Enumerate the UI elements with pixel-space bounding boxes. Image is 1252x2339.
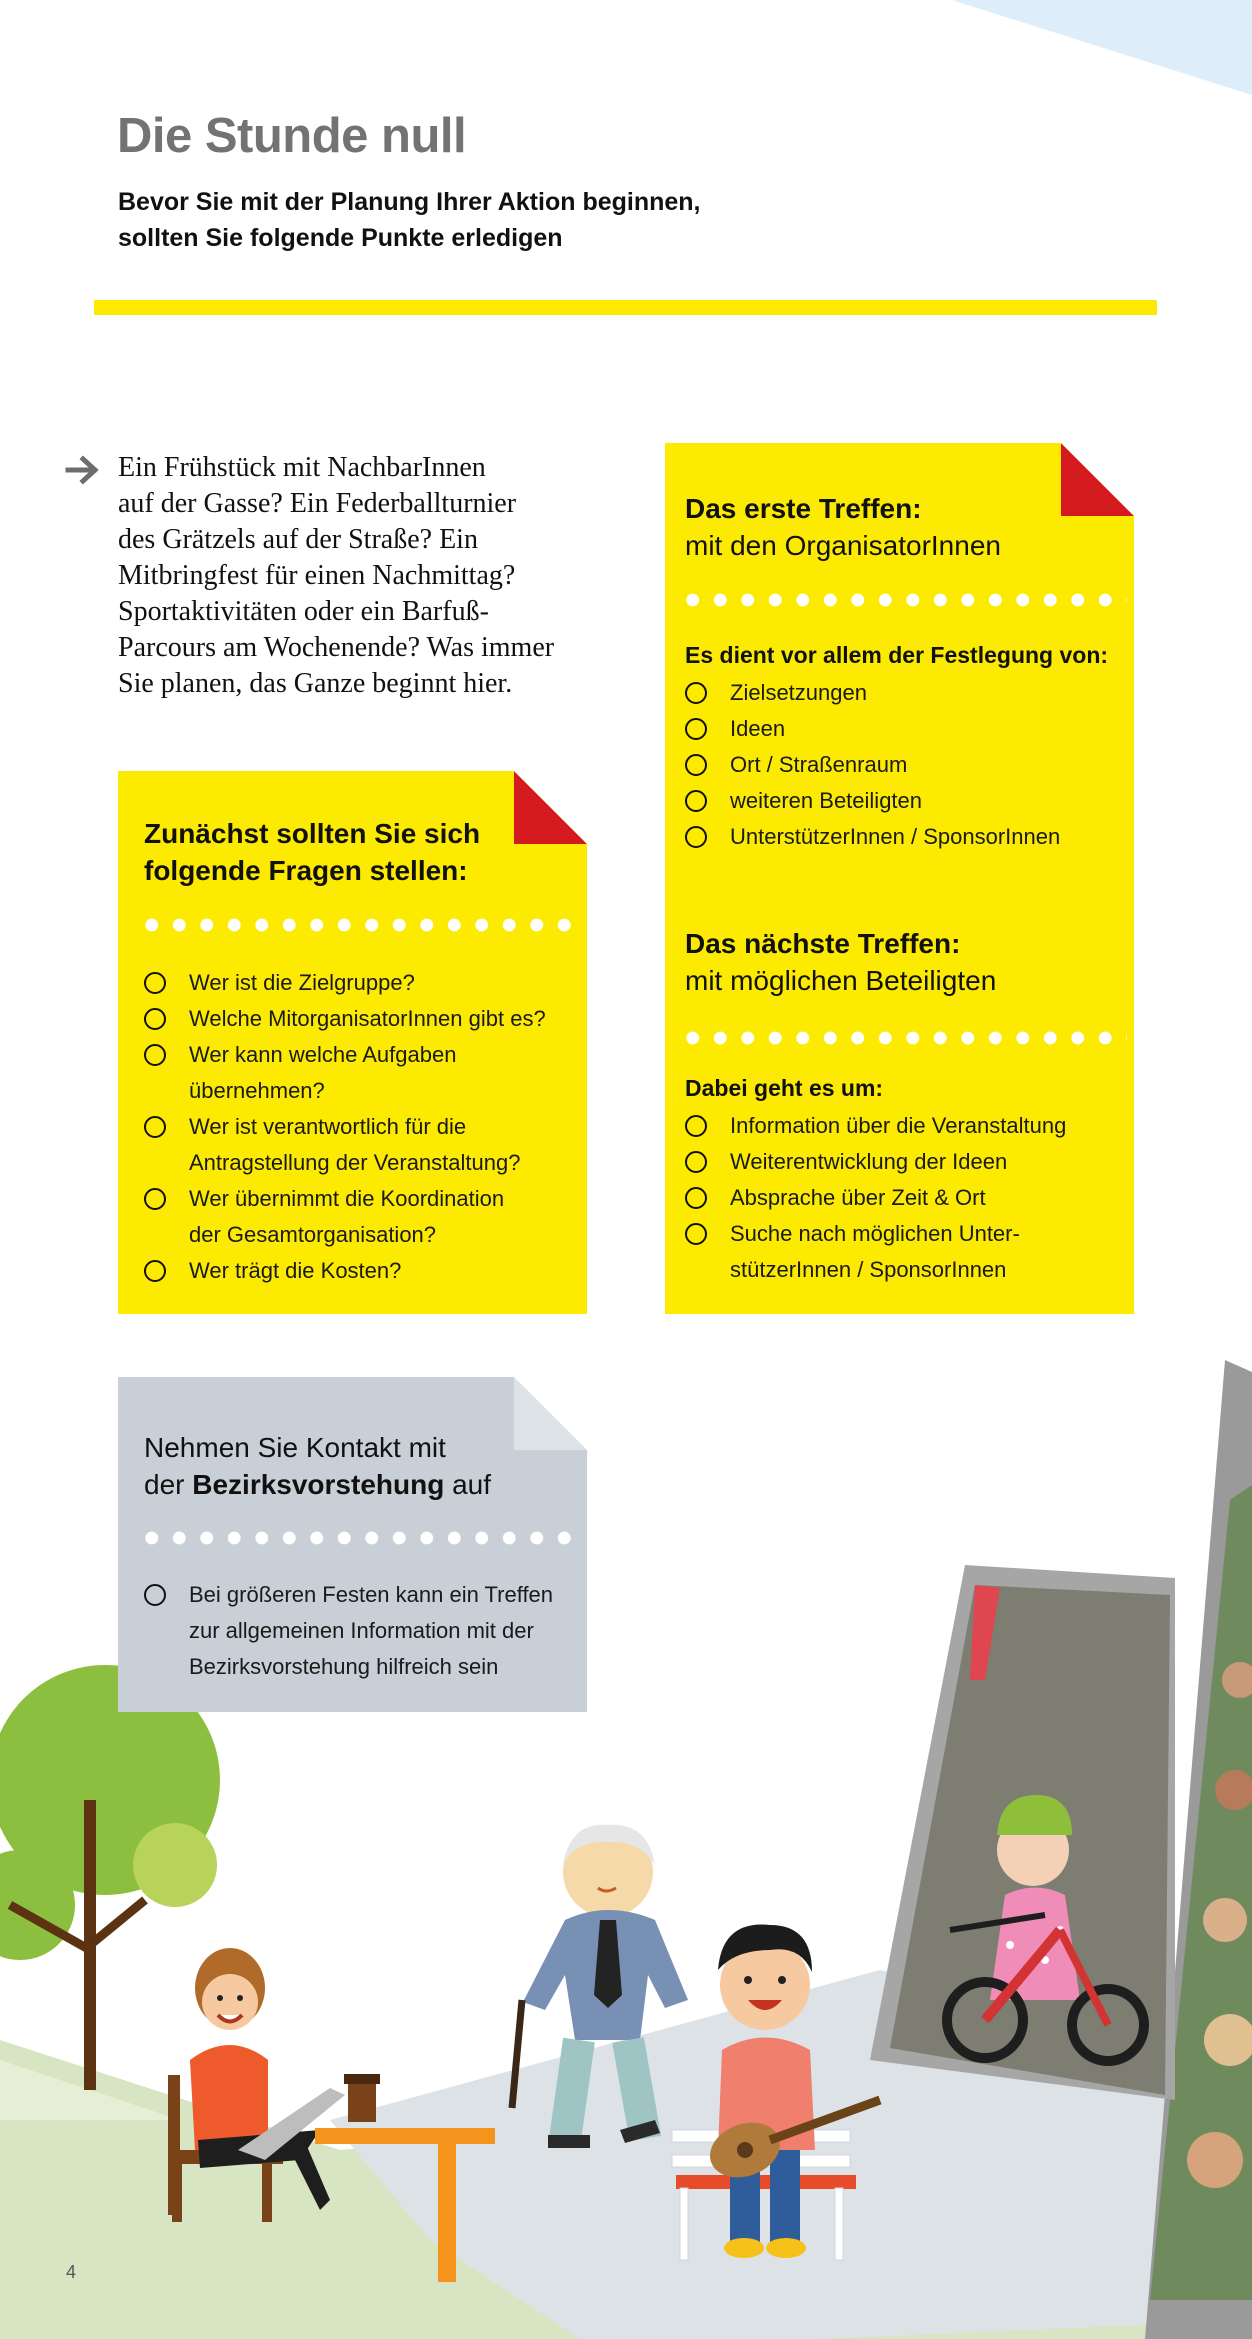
questions-card <box>118 771 587 1314</box>
page-fold-icon <box>1061 443 1134 516</box>
list-item <box>144 965 574 1001</box>
list-item <box>144 1001 574 1037</box>
item-text: stützerInnen / SponsorInnen <box>730 1257 1007 1282</box>
radio-circle-icon <box>685 790 707 812</box>
contact-card <box>118 1377 587 1712</box>
radio-circle-icon <box>144 1260 166 1282</box>
first-meeting-subtitle: mit den OrganisatorInnen <box>685 530 1001 561</box>
intro-line: auf der Gasse? Ein Federballturnier <box>118 488 517 519</box>
second-meeting-list <box>685 1108 1125 1288</box>
second-meeting-list-heading: Dabei geht es um: <box>685 1075 884 1101</box>
yellow-divider <box>94 300 1157 315</box>
intro-line: Ein Frühstück mit NachbarInnen <box>118 452 486 483</box>
list-item <box>685 1180 1125 1216</box>
item-text: Zielsetzungen <box>730 680 867 705</box>
intro-line: Mitbringfest für einen Nachmittag? <box>118 560 516 591</box>
questions-heading <box>144 815 480 889</box>
item-text: Wer kann welche Aufgaben <box>189 1042 457 1067</box>
list-item <box>685 1216 1125 1288</box>
radio-circle-icon <box>685 1187 707 1209</box>
contact-heading-line: Nehmen Sie Kontakt mit <box>144 1432 446 1463</box>
list-item <box>144 1037 574 1109</box>
list-item <box>144 1181 574 1253</box>
list-item <box>685 1108 1125 1144</box>
list-item <box>685 819 1125 855</box>
item-text: weiteren Beteiligten <box>730 788 923 813</box>
radio-circle-icon <box>685 1115 707 1137</box>
radio-circle-icon <box>144 1116 166 1138</box>
list-item <box>685 1144 1125 1180</box>
list-item <box>144 1109 574 1181</box>
second-meeting-subtitle: mit möglichen Beteiligten <box>685 965 997 996</box>
list-item <box>685 711 1125 747</box>
dotted-divider <box>679 593 1127 607</box>
item-text: übernehmen? <box>189 1078 325 1103</box>
arrow-right-icon <box>64 450 104 490</box>
first-meeting-list <box>685 675 1125 855</box>
contact-heading <box>144 1429 491 1503</box>
radio-circle-icon <box>685 682 707 704</box>
tree <box>0 1665 220 2090</box>
intro-line: Parcours am Wochenende? Was immer <box>118 632 555 663</box>
item-text: Welche MitorganisatorInnen gibt es? <box>189 1006 546 1031</box>
item-text: Bezirksvorstehung hilfreich sein <box>189 1654 499 1679</box>
item-text: Wer übernimmt die Koordination <box>189 1186 505 1211</box>
page-fold-icon <box>514 771 587 844</box>
list-item <box>685 783 1125 819</box>
radio-circle-icon <box>685 826 707 848</box>
item-text: Ideen <box>730 716 786 741</box>
intro-line: des Grätzels auf der Straße? Ein <box>118 524 478 555</box>
item-text: zur allgemeinen Information mit der <box>189 1618 534 1643</box>
item-text: Antragstellung der Veranstaltung? <box>189 1150 521 1175</box>
radio-circle-icon <box>685 1223 707 1245</box>
item-text: Wer trägt die Kosten? <box>189 1258 402 1283</box>
dotted-divider <box>679 1031 1127 1045</box>
subtitle-line: sollten Sie folgende Punkte erledigen <box>118 224 563 252</box>
page-fold-icon <box>514 1377 587 1450</box>
radio-circle-icon <box>685 1151 707 1173</box>
sky-corner <box>952 0 1252 95</box>
radio-circle-icon <box>144 1008 166 1030</box>
page-number: 4 <box>66 2262 77 2282</box>
item-text: Suche nach möglichen Unter- <box>730 1221 1020 1246</box>
contact-heading-pre: der <box>144 1469 193 1500</box>
radio-circle-icon <box>685 718 707 740</box>
meetings-card <box>665 443 1134 1314</box>
list-item <box>685 675 1125 711</box>
questions-heading-line: folgende Fragen stellen: <box>144 855 468 886</box>
page-title: Die Stunde null <box>117 109 467 163</box>
page-subtitle <box>118 184 838 256</box>
item-text: der Gesamtorganisation? <box>189 1222 437 1247</box>
item-text: Wer ist die Zielgruppe? <box>189 970 415 995</box>
item-text: Bei größeren Festen kann ein Treffen <box>189 1582 554 1607</box>
radio-circle-icon <box>144 1044 166 1066</box>
item-text: Wer ist verantwortlich für die <box>189 1114 467 1139</box>
list-item <box>144 1577 574 1685</box>
questions-heading-line: Zunächst sollten Sie sich <box>144 818 481 849</box>
contact-heading-line <box>144 1466 491 1503</box>
first-meeting-title: Das erste Treffen: <box>685 493 922 524</box>
subtitle-line: Bevor Sie mit der Planung Ihrer Aktion beginnen, <box>118 188 701 216</box>
item-text: UnterstützerInnen / SponsorInnen <box>730 824 1061 849</box>
intro-paragraph <box>118 450 618 702</box>
radio-circle-icon <box>144 1584 166 1606</box>
radio-circle-icon <box>685 754 707 776</box>
second-meeting-title: Das nächste Treffen: <box>685 928 961 959</box>
intro-line: Sportaktivitäten oder ein Barfuß- <box>118 596 489 627</box>
item-text: Weiterentwicklung der Ideen <box>730 1149 1008 1174</box>
contact-heading-bold: Bezirksvorstehung <box>192 1469 445 1500</box>
item-text: Ort / Straßenraum <box>730 752 908 777</box>
item-text: Information über die Veranstaltung <box>730 1113 1067 1138</box>
list-item <box>144 1253 574 1289</box>
list-item <box>685 747 1125 783</box>
first-meeting-heading <box>685 490 1001 564</box>
dotted-divider <box>138 1531 580 1545</box>
contact-heading-post: auf <box>444 1469 492 1500</box>
intro-line: Sie planen, das Ganze beginnt hier. <box>118 668 513 699</box>
second-meeting-heading <box>685 925 996 999</box>
radio-circle-icon <box>144 1188 166 1210</box>
photo-panel-child-on-balance-bike <box>870 1565 1175 2100</box>
first-meeting-list-heading: Es dient vor allem der Festlegung von: <box>685 642 1109 668</box>
item-text: Absprache über Zeit & Ort <box>730 1185 986 1210</box>
dotted-divider <box>138 918 580 932</box>
contact-list <box>144 1577 574 1685</box>
radio-circle-icon <box>144 972 166 994</box>
questions-list <box>144 965 574 1289</box>
